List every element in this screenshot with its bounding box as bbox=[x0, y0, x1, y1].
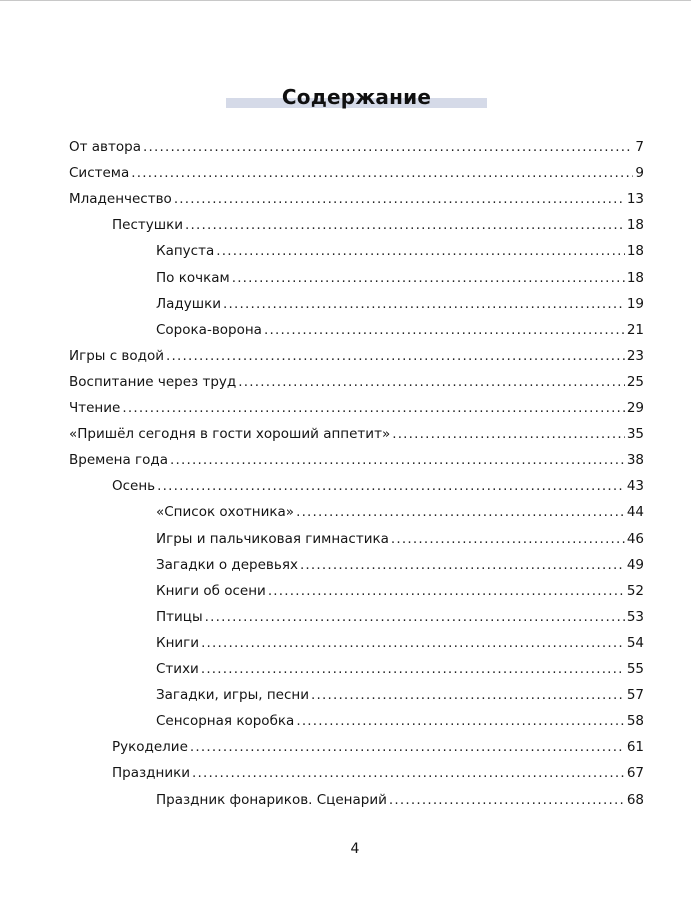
toc-entry[interactable] bbox=[156, 656, 644, 682]
toc-dot-leader bbox=[296, 499, 625, 525]
toc-dot-leader bbox=[174, 186, 625, 212]
toc-entry-page: 21 bbox=[626, 321, 644, 338]
toc-dot-leader bbox=[190, 734, 625, 760]
toc-dot-leader bbox=[264, 317, 625, 343]
toc-entry[interactable] bbox=[69, 369, 644, 395]
toc-dot-leader bbox=[201, 656, 625, 682]
toc-entry-page: 13 bbox=[626, 191, 644, 208]
toc-entry[interactable] bbox=[156, 552, 644, 578]
toc-dot-leader bbox=[192, 760, 625, 786]
toc-entry[interactable] bbox=[112, 473, 644, 499]
toc-entry-label: Воспитание через труд bbox=[69, 373, 237, 390]
toc-entry-page: 19 bbox=[626, 295, 644, 312]
toc-dot-leader bbox=[296, 708, 624, 734]
top-border-line bbox=[0, 0, 691, 1]
toc-entry-label: Игры и пальчиковая гимнастика bbox=[156, 530, 389, 547]
toc-entry[interactable] bbox=[156, 578, 644, 604]
toc-entry[interactable] bbox=[156, 682, 644, 708]
toc-entry-page: 29 bbox=[626, 400, 644, 416]
toc-entry-page: 58 bbox=[626, 713, 644, 730]
toc-dot-leader bbox=[238, 369, 625, 395]
title-block bbox=[226, 84, 487, 110]
toc-entry[interactable] bbox=[69, 134, 644, 160]
toc-entry[interactable] bbox=[156, 265, 644, 291]
toc-entry-label: Пестушки bbox=[112, 217, 184, 234]
toc-entry-label: Птицы bbox=[156, 608, 203, 625]
toc-dot-leader bbox=[131, 160, 633, 186]
toc-entry-label: Книги bbox=[156, 634, 200, 651]
toc-entry-page: 25 bbox=[626, 373, 644, 390]
toc-dot-leader bbox=[300, 552, 625, 578]
toc-entry[interactable] bbox=[112, 734, 644, 760]
toc-entry-page: 18 bbox=[626, 217, 644, 234]
toc-dot-leader bbox=[216, 238, 625, 264]
toc-entry[interactable] bbox=[156, 317, 644, 343]
toc-entry-page: 38 bbox=[626, 452, 644, 469]
toc-entry-label: Праздники bbox=[112, 765, 191, 782]
toc-entry-label: Игры с водой bbox=[69, 347, 165, 364]
toc-entry[interactable] bbox=[69, 395, 644, 421]
toc-entry[interactable] bbox=[112, 212, 644, 238]
toc-entry-label: Сорока-ворона bbox=[156, 321, 262, 338]
toc-dot-leader bbox=[391, 526, 625, 552]
toc-entry-label: Загадки о деревьях bbox=[156, 556, 298, 573]
toc-entry-label: Времена года bbox=[69, 452, 168, 469]
toc-dot-leader bbox=[205, 604, 625, 630]
toc-entry[interactable] bbox=[156, 604, 644, 630]
toc-entry[interactable] bbox=[69, 186, 644, 212]
toc-entry-page: 44 bbox=[626, 504, 644, 521]
toc-entry[interactable] bbox=[156, 787, 644, 813]
toc-entry-page: 9 bbox=[635, 165, 644, 182]
toc-dot-leader bbox=[143, 134, 633, 160]
toc-entry-page: 18 bbox=[626, 243, 644, 260]
toc-entry[interactable] bbox=[156, 526, 644, 552]
toc-entry-page: 23 bbox=[626, 347, 644, 364]
toc-entry-page: 61 bbox=[626, 739, 644, 756]
toc-dot-leader bbox=[201, 630, 625, 656]
toc-entry-page: 68 bbox=[626, 791, 644, 808]
toc-dot-leader bbox=[122, 395, 624, 421]
toc-entry-label: Система bbox=[69, 165, 130, 182]
toc-entry-page: 46 bbox=[626, 530, 644, 547]
toc-entry[interactable] bbox=[156, 238, 644, 264]
toc-entry[interactable] bbox=[69, 160, 644, 186]
toc-entry-page: 67 bbox=[626, 765, 644, 782]
toc-entry-label: «Список охотника» bbox=[156, 504, 295, 521]
toc-entry-label: Осень bbox=[112, 478, 156, 495]
toc-entry-label: От автора bbox=[69, 139, 141, 155]
toc-entry-label: По кочкам bbox=[156, 269, 230, 286]
toc-entry-label: Ладушки bbox=[156, 295, 222, 312]
toc-entry-label: Чтение bbox=[69, 400, 121, 416]
toc-entry-label: Рукоделие bbox=[112, 739, 188, 756]
toc-dot-leader bbox=[157, 473, 625, 499]
toc-dot-leader bbox=[389, 787, 625, 813]
toc-entry-page: 55 bbox=[626, 661, 644, 677]
toc-entry[interactable] bbox=[69, 447, 644, 473]
toc-entry-page: 54 bbox=[626, 634, 644, 651]
toc-entry[interactable] bbox=[156, 291, 644, 317]
toc-dot-leader bbox=[185, 212, 625, 238]
toc-dot-leader bbox=[170, 447, 625, 473]
toc-entry-label: Стихи bbox=[156, 661, 199, 677]
toc-dot-leader bbox=[232, 265, 625, 291]
toc-dot-leader bbox=[268, 578, 625, 604]
toc-dot-leader bbox=[166, 343, 625, 369]
toc-entry-page: 18 bbox=[626, 269, 644, 286]
page-number: 4 bbox=[350, 841, 360, 857]
toc-entry-page: 7 bbox=[635, 139, 644, 155]
toc-entry-page: 35 bbox=[626, 426, 644, 443]
toc-entry-label: Капуста bbox=[156, 243, 215, 260]
toc-entry[interactable] bbox=[156, 708, 644, 734]
toc-entry-label: Книги об осени bbox=[156, 582, 266, 599]
toc-dot-leader bbox=[392, 421, 625, 447]
toc-entry[interactable] bbox=[156, 499, 644, 525]
toc-entry-label: Сенсорная коробка bbox=[156, 713, 295, 730]
toc-entry-label: Загадки, игры, песни bbox=[156, 687, 309, 704]
toc-dot-leader bbox=[311, 682, 625, 708]
toc-entry-page: 57 bbox=[626, 687, 644, 704]
page-title: Содержание bbox=[281, 85, 432, 109]
toc-entry[interactable] bbox=[156, 630, 644, 656]
toc-entry-page: 53 bbox=[626, 608, 644, 625]
toc-entry-page: 43 bbox=[626, 478, 644, 495]
toc-entry-label: Праздник фонариков. Сценарий bbox=[156, 791, 387, 808]
toc-entry[interactable] bbox=[69, 343, 644, 369]
toc-entry-page: 52 bbox=[626, 582, 644, 599]
toc-entry-label: Младенчество bbox=[69, 191, 172, 208]
toc-entry-label: «Пришёл сегодня в гости хороший аппетит» bbox=[69, 426, 391, 443]
toc-entry-page: 49 bbox=[626, 556, 644, 573]
toc-entry[interactable] bbox=[112, 760, 644, 786]
toc-dot-leader bbox=[223, 291, 625, 317]
toc-entry[interactable] bbox=[69, 421, 644, 447]
